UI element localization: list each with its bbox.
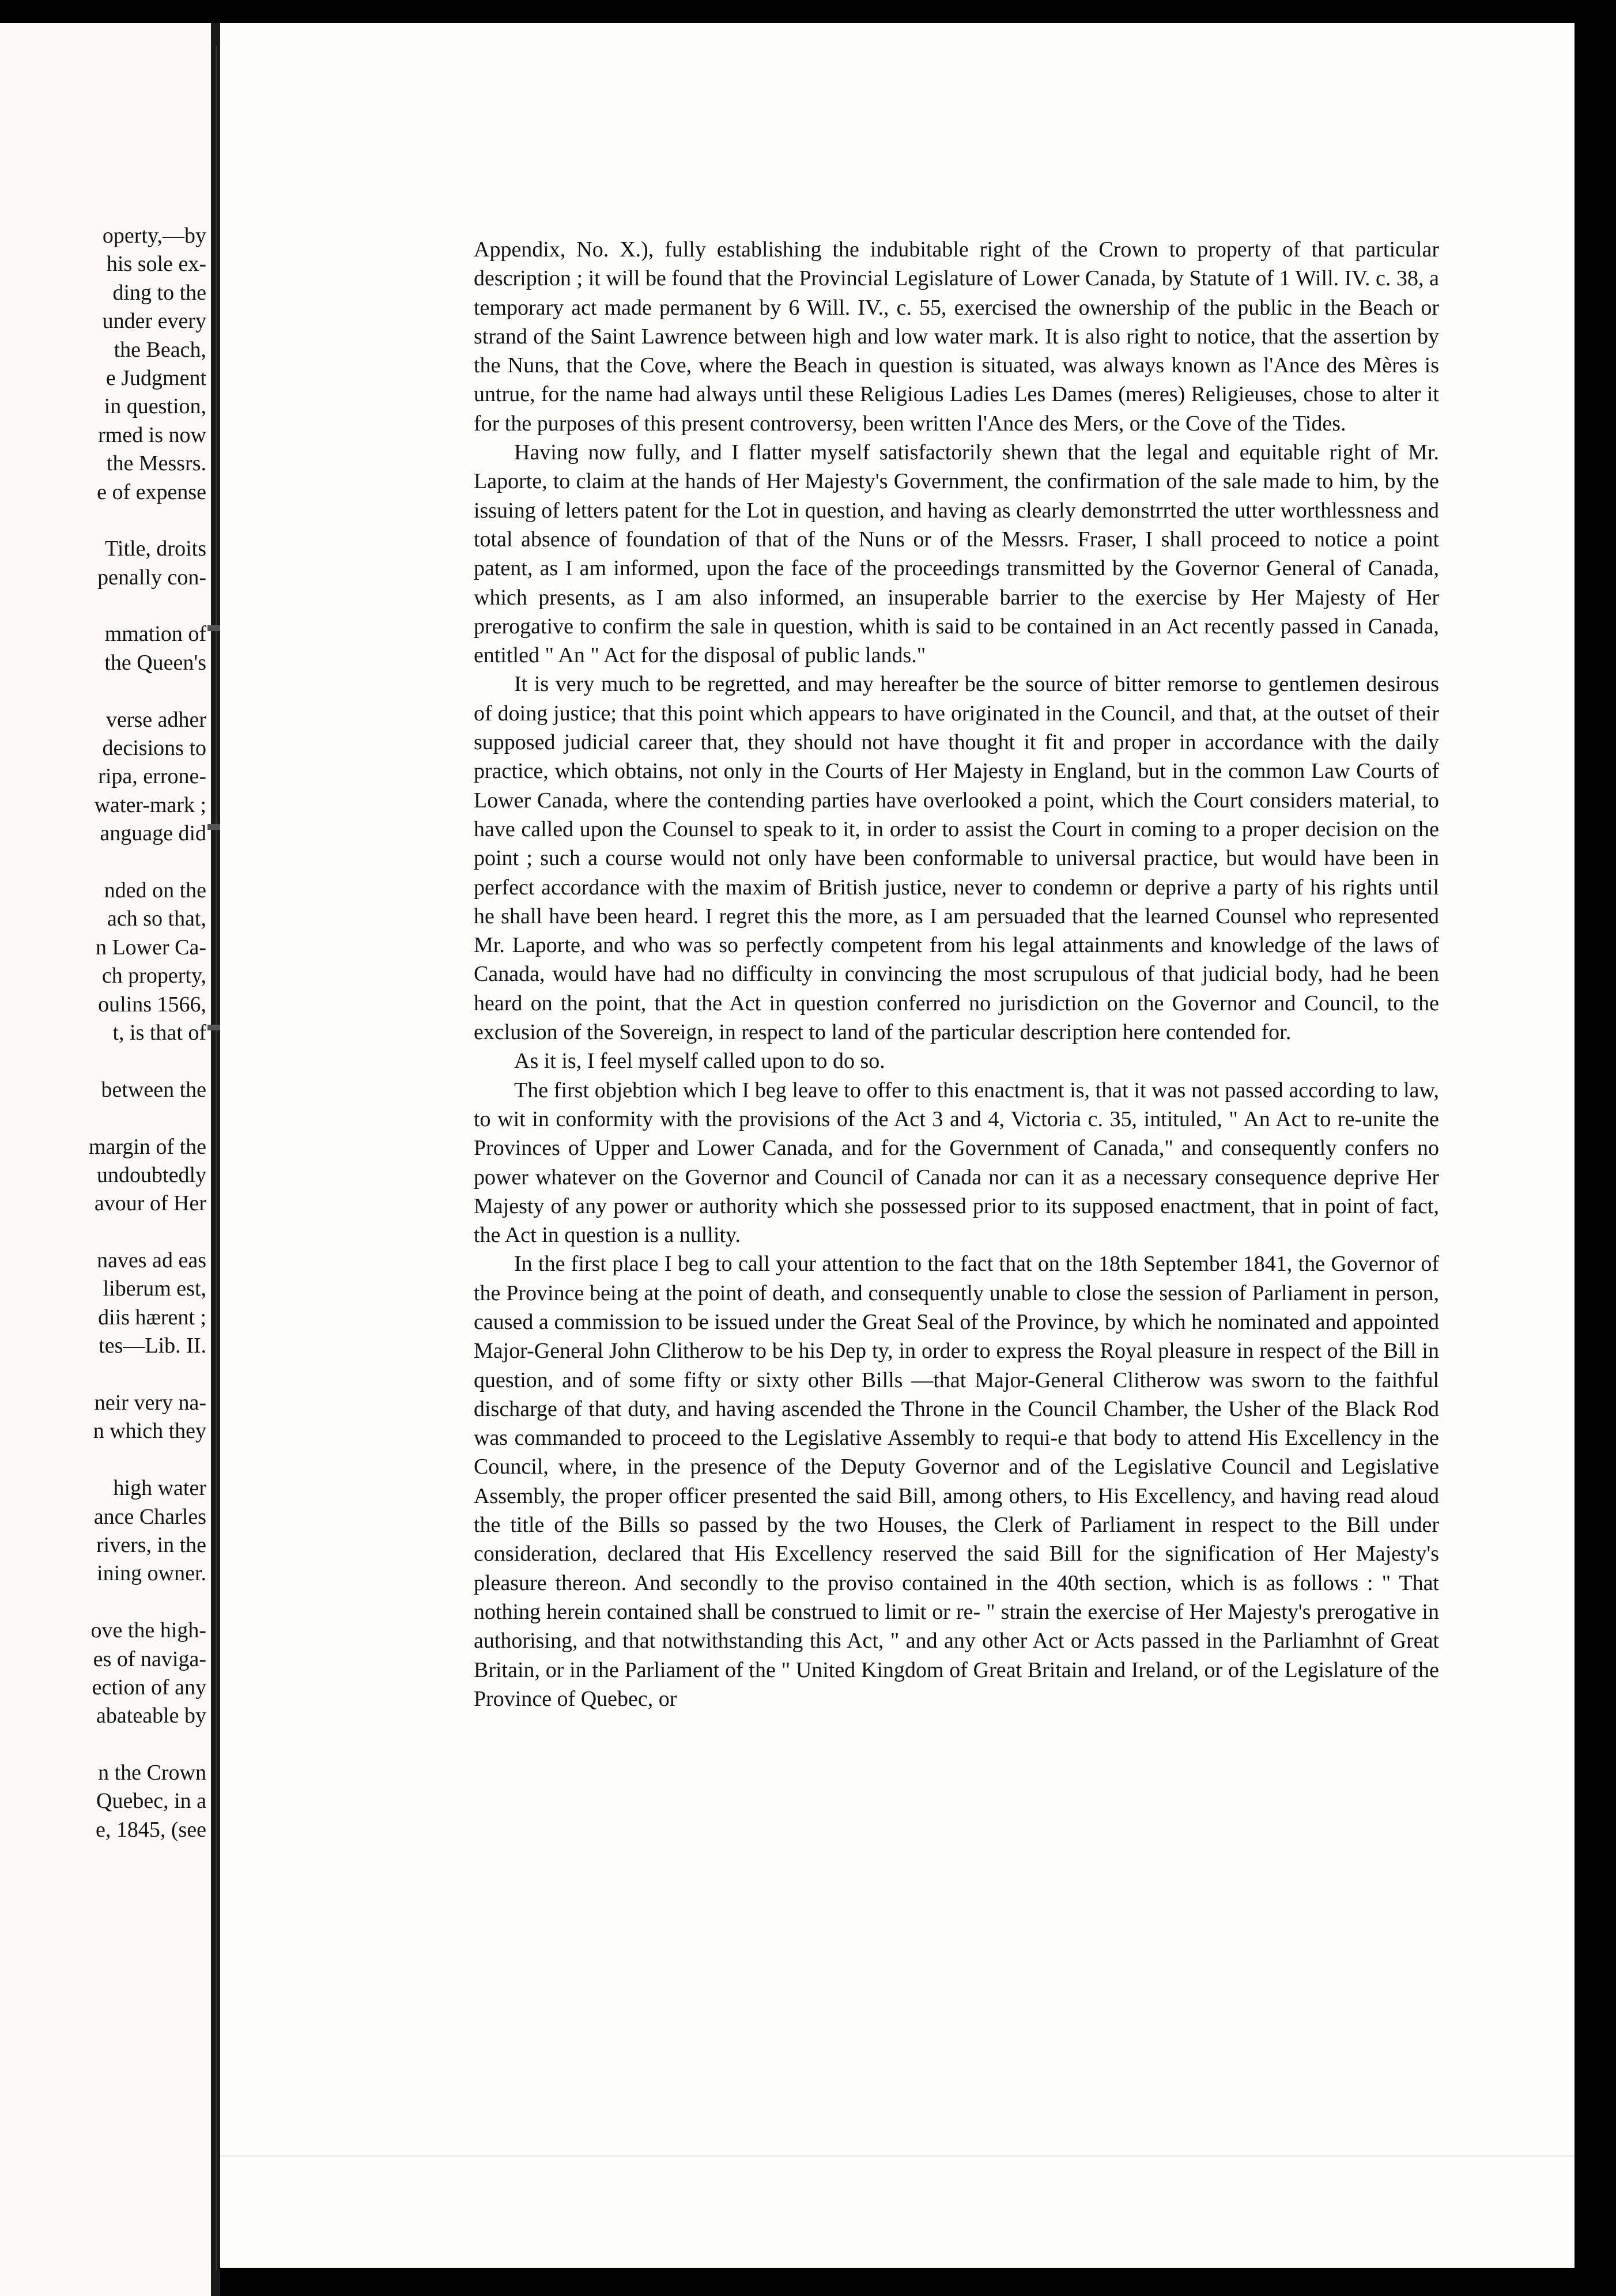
scan-border (1575, 0, 1616, 2296)
previous-page-text (0, 222, 206, 1844)
previous-page-line: naves ad eas (97, 1248, 206, 1273)
previous-page-line: water-mark ; (94, 792, 206, 817)
paragraph-1: Appendix, No. X.), fully establishing the indubitable right of the Crown to property of that particular description ; it will be found that the Provincial Legislature of Lower Canada, by Statute of 1 Will. IV. c. 38, a temporary act made permanent by 6 Will. IV., c. 55, exercised the ownership of the public in the Beach or strand of the Saint Lawrence between high and low water mark. It is also right to notice, that the assertion by the Nuns, that the Cove, where the Beach in question is situated, was always known as l'Ance des Mères is untrue, for the name had always until these Religious Ladies Les Dames (meres) Religieuses, chose to alter it for the purposes of this present controversy, been written l'Ance des Mers, or the Cove of the Tides. (474, 237, 1439, 436)
paragraph-6: In the first place I beg to call your attention to the fact that on the 18th September 1841, the Governor of the Province being at the point of death, and consequently unable to close the session of Parliament in person, caused a commission to be issued under the Great Seal of the Province, by which he nominated and appointed Major-General John Clitherow to be his Dep ty, in order to express the Royal pleasure in respect of the Bill in question, and of some fifty or sixty other Bills —that Major-General Clitherow was sworn to the faithful discharge of that duty, and having ascended the Throne in the Council Chamber, the Usher of the Black Rod was commanded to proceed to the Legislative Assembly to requi-e that body to attend His Excellency in the Council, where, in the presence of the Deputy Governor and of the Legislative Council and Legislative Assembly, the proper officer presented the said Bill, among others, to His Excellency, and having read aloud the title of the Bills so passed by the two Houses, the Clerk of Parliament in respect to the Bill under consideration, declared that His Excellency reserved the said Bill for the signification of Her Majesty's pleasure thereon. And secondly to the proviso contained in the 40th section, which is as follows : " That nothing herein contained shall be construed to limit or re- " strain the exercise of Her Majesty's prerogative in authorising, and that notwithstanding this Act, " and any other Act or Acts passed in the Parliamhnt of Great Britain, or in the Parliament of the " United Kingdom of Great Britain and Ireland, or of the Legislature of the Province of Quebec, or (474, 1252, 1439, 1711)
previous-page-line (0, 592, 206, 620)
previous-page-line: under every (102, 309, 206, 334)
previous-page-line: liberum est, (103, 1277, 206, 1301)
previous-page-line (0, 1588, 206, 1617)
previous-page-line: in question, (104, 394, 206, 419)
previous-page-line (0, 677, 206, 705)
previous-page-line (0, 1104, 206, 1132)
previous-page-line: penally con- (97, 565, 206, 590)
previous-page-line: ove the high- (90, 1618, 206, 1643)
previous-page-line (0, 1446, 206, 1474)
previous-page-line: his sole ex- (106, 252, 206, 277)
previous-page-line: tes—Lib. II. (99, 1334, 206, 1358)
previous-page-line: Quebec, in a (96, 1789, 206, 1814)
previous-page-line: ach so that, (107, 907, 206, 931)
previous-page-line: nded on the (104, 878, 206, 902)
previous-page-line: operty,—by (102, 224, 206, 248)
previous-page-line: rivers, in the (96, 1532, 206, 1557)
previous-page-line: the Messrs. (106, 451, 206, 476)
paragraph-3: It is very much to be regretted, and may hereafter be the source of bitter remorse to gentlemen desirous of doing justice; that this point which appears to have originated in the Council, and that, at the outset of their supposed judicial career that, they should not have thought it fit and proper in accordance with the daily practice, which obtains, not only in the Courts of Her Majesty in England, but in the common Law Courts of Lower Canada, where the contending parties have overlooked a point, which the Court considers material, to have called upon the Counsel to speak to it, in order to assist the Court in coming to a proper decision on the point ; such a course would not only have been conformable to universal practice, but would have been in perfect accordance with the maxim of British justice, never to condemn or deprive a party of his rights until he shall have been heard. I regret this the more, as I am persuaded that the learned Counsel who represented Mr. Laporte, and who was so perfectly competent from his legal attainments and knowledge of the laws of Canada, would have had no difficulty in convincing the most scrupulous of that judicial body, had he been heard on the point, that the Act in question conferred no jurisdiction on the Governor and Council, to the exclusion of the Sovereign, in respect to land of the particular description here contended for. (474, 672, 1439, 1045)
previous-page-line: high water (113, 1476, 206, 1501)
previous-page-line (0, 1047, 206, 1075)
previous-page-line: e of expense (97, 479, 206, 504)
previous-page-line: ding to the (112, 280, 206, 305)
previous-page-line: n Lower Ca- (95, 935, 206, 960)
previous-page-line: abateable by (96, 1704, 206, 1728)
previous-page-line (0, 848, 206, 877)
previous-page-line: anguage did (100, 821, 206, 846)
previous-page-fragment (0, 23, 211, 2296)
previous-page-line: es of naviga- (93, 1647, 206, 1671)
previous-page-line: ection of any (92, 1675, 206, 1700)
previous-page-line: undoubtedly (97, 1162, 206, 1187)
paragraph-4: As it is, I feel myself called upon to do so. (514, 1049, 885, 1074)
previous-page-line: t, is that of (112, 1020, 206, 1045)
previous-page-line: neir very na- (94, 1391, 206, 1415)
previous-page-line: margin of the (88, 1134, 206, 1159)
previous-page-line: diis hærent ; (98, 1305, 206, 1330)
previous-page-line: Title, droits (105, 537, 206, 561)
gutter-rule (216, 46, 217, 2271)
previous-page-line: decisions to (102, 736, 206, 761)
previous-page-line: mmation of (104, 622, 206, 647)
previous-page-line (0, 1218, 206, 1247)
previous-page-line: e Judgment (105, 365, 206, 390)
previous-page-line: avour of Her (94, 1191, 206, 1216)
previous-page-line: between the (101, 1077, 206, 1102)
previous-page-line: rmed is now (98, 422, 206, 447)
previous-page-line: ining owner. (97, 1561, 206, 1586)
previous-page-line: n which they (93, 1419, 206, 1444)
previous-page-line (0, 507, 206, 535)
previous-page-line (0, 1361, 206, 1389)
main-text-body (474, 235, 1439, 1713)
paragraph-2: Having now fully, and I flatter myself satisfactorily shewn that the legal and equitable right of Mr. Laporte, to claim at the hands of Her Majesty's Government, the confirmation of the sale made to him, by the issuing of letters patent for the Lot in question, and having as clearly demonstrrted the utter worthlessness and total absence of foundation of that of the Nuns or of the Messrs. Fraser, I shall proceed to notice a point patent, as I am informed, upon the face of the proceedings transmitted by the Governor General of Canada, which presents, as I am also informed, an insuperable barrier to the exercise by Her Majesty of Her prerogative to confirm the sale in question, whith is said to be contained in an Act recently passed in Canada, entitled " An " Act for the disposal of public lands." (474, 440, 1439, 668)
page-bottom-rule (220, 2155, 1575, 2157)
previous-page-line: the Beach, (114, 337, 206, 362)
previous-page-line: the Queen's (104, 650, 206, 675)
previous-page-line: n the Crown (98, 1761, 206, 1785)
paragraph-5: The first objebtion which I beg leave to offer to this enactment is, that it was not passed according to law, to wit in conformity with the provisions of the Act 3 and 4, Victoria c. 35, intituled, " An Act to re-unite the Provinces of Upper and Lower Canada, and for the Government of Canada," and consequently confers no power whatever on the Governor and Council of Canada nor can it as a necessary consequence deprive Her Majesty of any power or authority which she possessed prior to its supposed enactment, that in point of fact, the Act in question is a nullity. (474, 1078, 1439, 1248)
previous-page-line: ance Charles (93, 1504, 206, 1529)
previous-page-line: oulins 1566, (98, 992, 206, 1017)
previous-page-line: ripa, errone- (98, 764, 206, 789)
main-page (220, 23, 1575, 2268)
previous-page-line: ch property, (101, 964, 206, 988)
previous-page-line: verse adher (105, 707, 206, 732)
previous-page-line (0, 1731, 206, 1759)
previous-page-line: e, 1845, (see (95, 1817, 206, 1842)
